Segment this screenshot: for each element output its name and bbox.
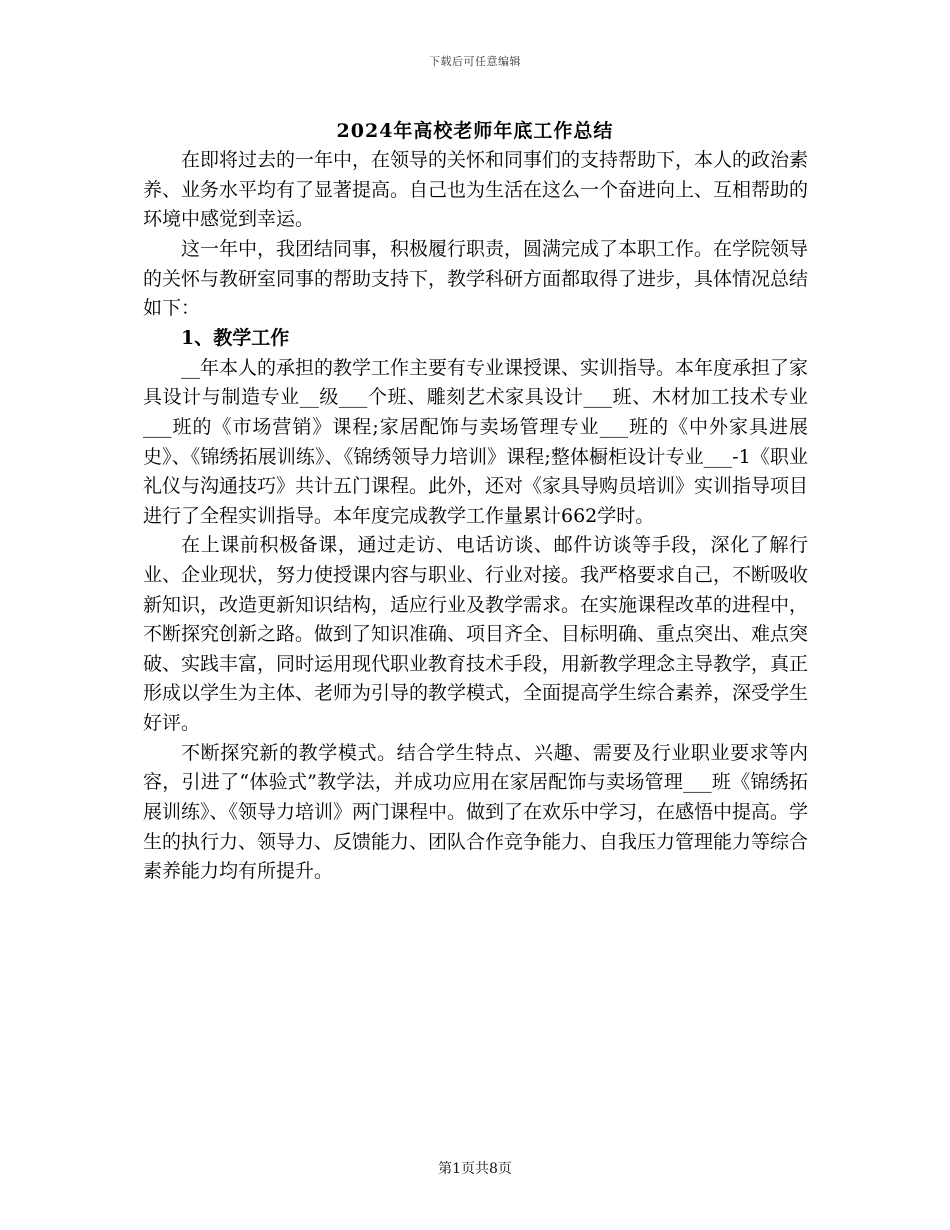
paragraph-teaching-model: 不断探究新的教学模式。结合学生特点、兴趣、需要及行业职业要求等内容，引进了“体验式”教学法，并成功应用在家居配饰与卖场管理___班《锦绣拓展训练》、《领导力培训》两门课程中。做到了在欢乐中学习，在感悟中提高。学生的执行力、领导力、反馈能力、团队合作竞争能力、自我压力管理能力等综合素养能力均有所提升。: [143, 741, 809, 883]
paragraph-teaching-load: __年本人的承担的教学工作主要有专业课授课、实训指导。本年度承担了家具设计与制造专业__级___个班、雕刻艺术家具设计___班、木材加工技术专业___班的《市场营销》课程;家居配饰与卖场管理专业___班的《中外家具进展史》、《锦绣拓展训练》、《锦绣领导力培训》课程;整体橱柜设计专业___-1《职业礼仪与沟通技巧》共计五门课程。此外，还对《家具导购员培训》实训指导项目进行了全程实训指导。本年度完成教学工作量累计662学时。: [143, 356, 809, 527]
section-heading-teaching: 1、教学工作: [181, 326, 290, 349]
paragraph-overview: 这一年中，我团结同事，积极履行职责，圆满完成了本职工作。在学院领导的关怀与教研室同事的帮助支持下，教学科研方面都取得了进步，具体情况总结如下：: [143, 237, 809, 320]
page-number: 第1页共8页: [438, 1161, 512, 1177]
paragraph-intro: 在即将过去的一年中，在领导的关怀和同事们的支持帮助下，本人的政治素养、业务水平均有了显著提高。自己也为生活在这么一个奋进向上、互相帮助的环境中感觉到幸运。: [143, 149, 809, 231]
header-note: 下载后可任意编辑: [429, 55, 521, 68]
document-title: 2024年高校老师年底工作总结: [336, 120, 614, 142]
paragraph-lesson-prep: 在上课前积极备课，通过走访、电话访谈、邮件访谈等手段，深化了解行业、企业现状，努力使授课内容与职业、行业对接。我严格要求自己，不断吸收新知识，改造更新知识结构，适应行业及教学需求。在实施课程改革的进程中，不断探究创新之路。做到了知识准确、项目齐全、目标明确、重点突出、难点突破、实践丰富，同时运用现代职业教育技术手段，用新教学理念主导教学，真正形成以学生为主体、老师为引导的教学模式，全面提高学生综合素养，深受学生好评。: [143, 534, 809, 735]
document-body: [143, 146, 808, 887]
